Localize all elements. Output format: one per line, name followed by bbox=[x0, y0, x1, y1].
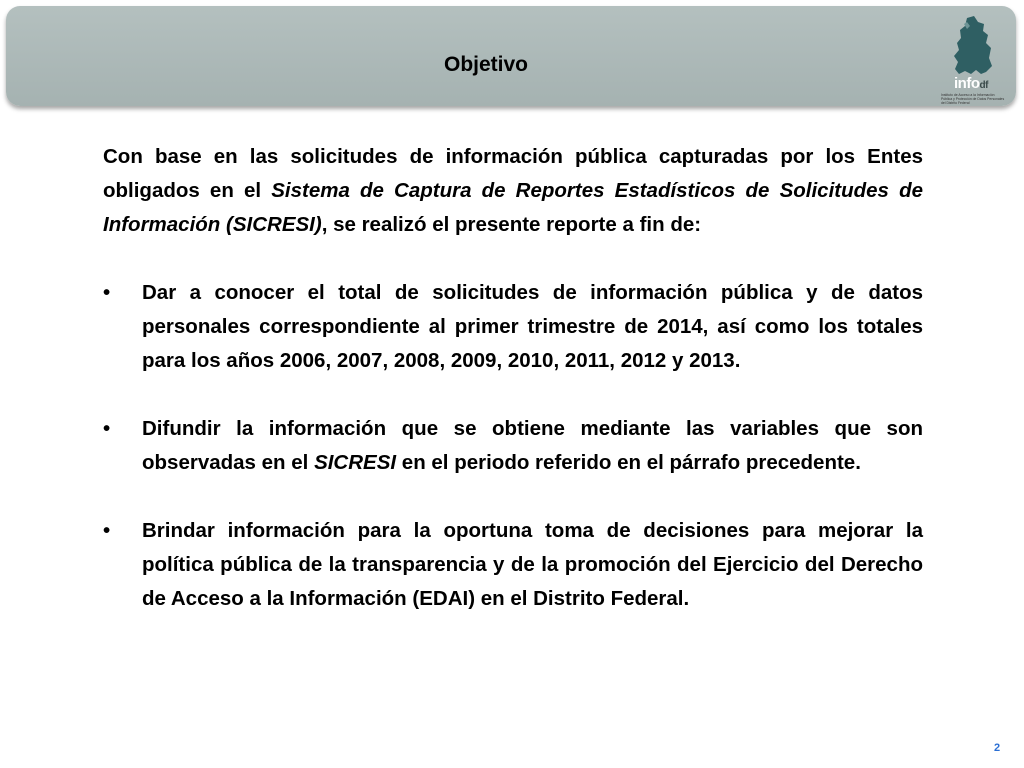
intro-paragraph bbox=[103, 140, 923, 242]
list-item bbox=[103, 412, 923, 480]
bullet-text: Brindar información para la oportuna toma de decisiones para mejorar la política pública de la transparencia y de la promoción del Ejercicio del Derecho de Acceso a la Información (EDAI) en el Distrito Federal. bbox=[142, 519, 923, 610]
slide-body bbox=[103, 140, 923, 616]
intro-text-2: , se realizó el presente reporte a fin de: bbox=[321, 213, 702, 236]
logo-brand-text: info bbox=[954, 75, 980, 92]
list-item bbox=[103, 514, 923, 616]
logo-brand bbox=[954, 76, 988, 94]
slide-title: Objetivo bbox=[443, 53, 528, 76]
bullet-icon: • bbox=[103, 281, 111, 304]
header-bar bbox=[6, 6, 1016, 106]
logo-caption: Instituto de Acceso a la Información Pública y Protección de Datos Personales del Distrito Federal bbox=[941, 93, 1005, 105]
list-item bbox=[103, 276, 923, 378]
bullet-text-1: Difundir la información que se obtiene mediante las variables que son observadas en el bbox=[142, 417, 923, 474]
bullet-icon: • bbox=[103, 417, 111, 440]
bullet-icon: • bbox=[103, 519, 111, 542]
page-number: 2 bbox=[994, 742, 1001, 754]
intro-system-name: Sistema de Captura de Reportes Estadísticos de Solicitudes de Información (SICRESI) bbox=[103, 179, 923, 236]
bullet-text-2: en el periodo referido en el párrafo precedente. bbox=[396, 451, 861, 474]
bullet-text: Dar a conocer el total de solicitudes de información pública y de datos personales correspondiente al primer trimestre de 2014, así como los totales para los años 2006, 2007, 2008, 2009, 2010, 2011, 2012 y 2013. bbox=[142, 281, 923, 372]
intro-text-1: Con base en las solicitudes de información pública capturadas por los Entes obligados en el bbox=[103, 145, 923, 202]
bullet-system-name: SICRESI bbox=[314, 451, 397, 474]
logo-brand-suffix: df bbox=[979, 80, 988, 91]
objectives-list bbox=[103, 276, 923, 616]
